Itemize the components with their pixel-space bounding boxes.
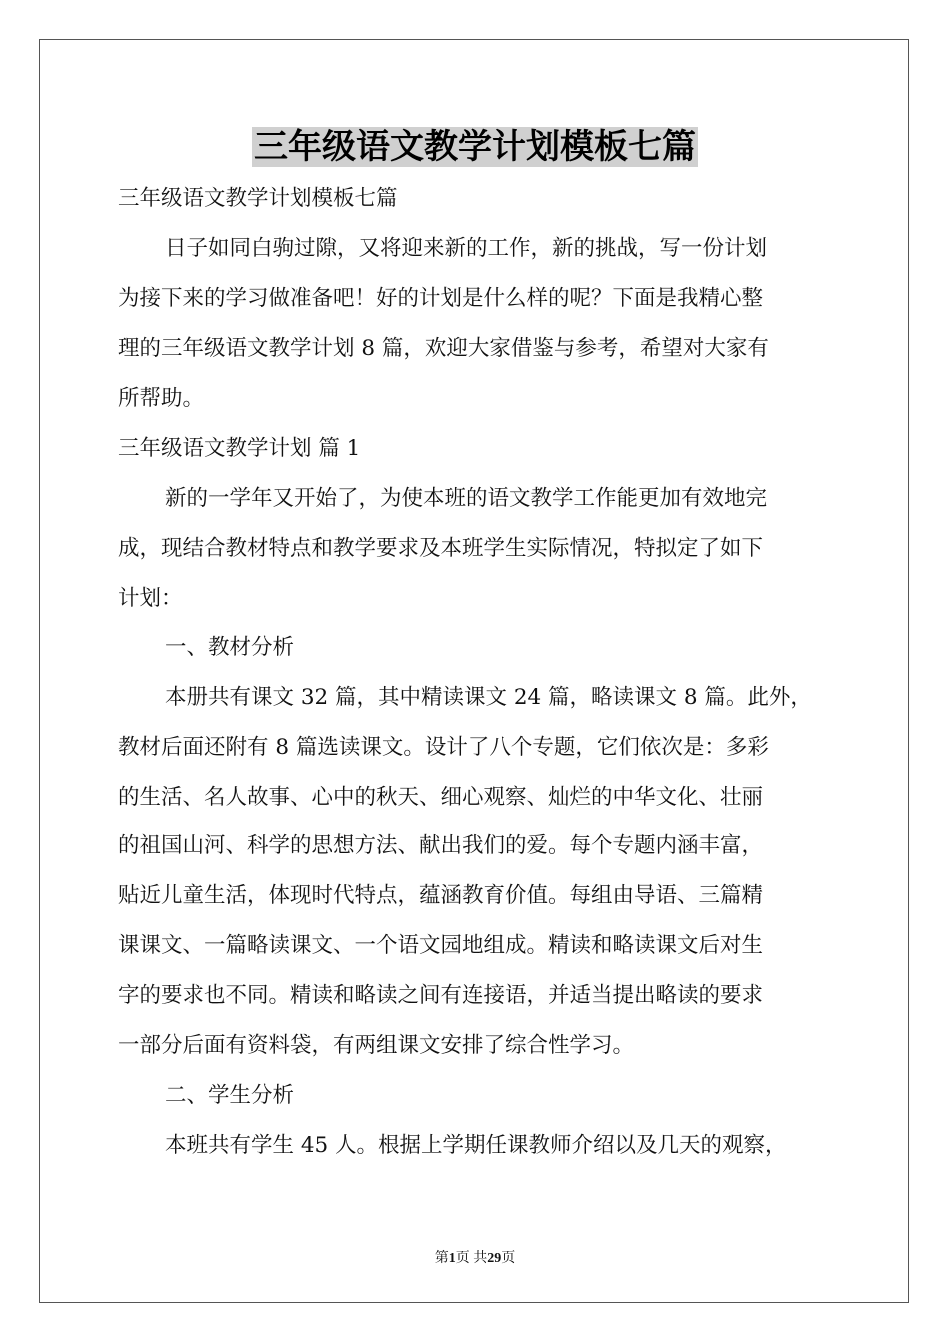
- text-line: 三年级语文教学计划模板七篇: [118, 186, 398, 211]
- text-line: 新的一学年又开始了，为使本班的语文教学工作能更加有效地完: [165, 486, 768, 511]
- text-line: 的祖国山河、科学的思想方法、献出我们的爱。每个专题内涵丰富，: [118, 833, 764, 858]
- text-line: 计划：: [118, 586, 183, 611]
- section-heading: 三年级语文教学计划 篇 1: [118, 436, 361, 461]
- text-line: 理的三年级语文教学计划 8 篇，欢迎大家借鉴与参考，希望对大家有: [118, 336, 769, 361]
- text-line: 本班共有学生 45 人。根据上学期任课教师介绍以及几天的观察，: [165, 1133, 787, 1158]
- text-line: 一部分后面有资料袋，有两组课文安排了综合性学习。: [118, 1033, 635, 1058]
- text-line: 贴近儿童生活，体现时代特点，蕴涵教育价值。每组由导语、三篇精: [118, 883, 764, 908]
- document-title: 三年级语文教学计划模板七篇: [254, 127, 696, 167]
- text-line: 本册共有课文 32 篇，其中精读课文 24 篇，略读课文 8 篇。此外，: [165, 685, 812, 710]
- text-line: 课课文、一篇略读课文、一个语文园地组成。精读和略读课文后对生: [118, 933, 764, 958]
- text-line: 字的要求也不同。精读和略读之间有连接语，并适当提出略读的要求: [118, 983, 764, 1008]
- subsection-heading: 二、学生分析: [165, 1083, 295, 1108]
- text-line: 所帮助。: [118, 386, 205, 411]
- text-line: 为接下来的学习做准备吧！好的计划是什么样的呢？下面是我精心整: [118, 286, 764, 311]
- page-footer: 第1页 共29页: [434, 1251, 516, 1266]
- text-line: 教材后面还附有 8 篇选读课文。设计了八个专题，它们依次是：多彩: [118, 735, 769, 760]
- subsection-heading: 一、教材分析: [165, 635, 295, 660]
- page-border: [39, 39, 909, 1303]
- text-line: 日子如同白驹过隙，又将迎来新的工作，新的挑战，写一份计划: [165, 236, 768, 261]
- text-line: 的生活、名人故事、心中的秋天、细心观察、灿烂的中华文化、壮丽: [118, 785, 764, 810]
- text-line: 成，现结合教材特点和教学要求及本班学生实际情况，特拟定了如下: [118, 536, 764, 561]
- page-total: 29: [487, 1251, 502, 1266]
- page-number: 1: [448, 1251, 456, 1266]
